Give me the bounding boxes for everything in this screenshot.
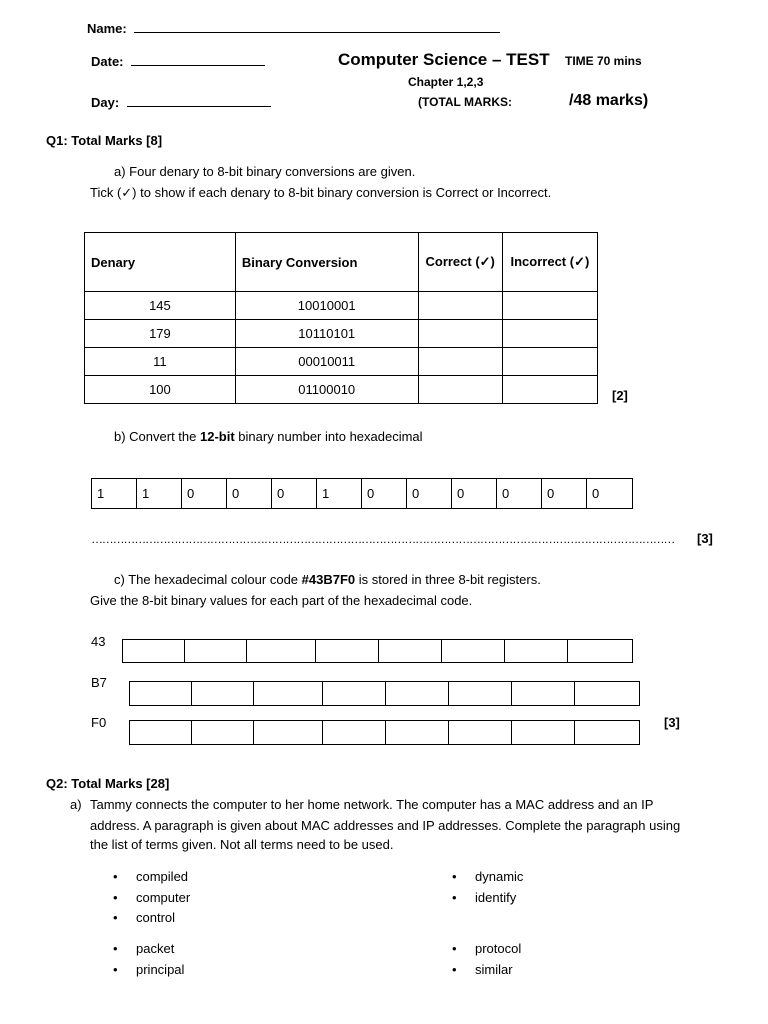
bullet-icon: • — [452, 890, 457, 905]
bit-box[interactable] — [323, 721, 386, 744]
bullet-icon: • — [452, 962, 457, 977]
binary-number-boxes — [91, 478, 633, 509]
bit-box[interactable] — [185, 640, 247, 662]
table-row — [85, 320, 598, 348]
bullet-icon: • — [452, 941, 457, 956]
bit-box[interactable] — [442, 640, 505, 662]
day-field[interactable] — [91, 95, 271, 110]
denary-cell: 11 — [85, 348, 236, 376]
term-label: control — [136, 910, 176, 925]
bit-box[interactable] — [130, 682, 192, 705]
binary-cell: 01100010 — [235, 376, 418, 404]
bit-box[interactable] — [379, 640, 442, 662]
q1c-instruction: Give the 8-bit binary values for each part of the hexadecimal code. — [90, 593, 473, 608]
bit-cell: 0 — [227, 479, 272, 508]
table-row — [85, 348, 598, 376]
incorrect-tick-cell[interactable] — [502, 320, 597, 348]
total-marks-label: (TOTAL MARKS: — [418, 95, 512, 109]
term-item — [452, 941, 522, 956]
term-label: dynamic — [475, 869, 524, 884]
term-label: computer — [136, 890, 191, 905]
total-marks-value: /48 marks) — [569, 92, 649, 109]
bit-box[interactable] — [568, 640, 631, 662]
bit-box[interactable] — [575, 721, 638, 744]
q2a-line1: Tammy connects the computer to her home network. The computer has a MAC address and an IP — [90, 797, 654, 812]
q1a-marks: [2] — [612, 388, 628, 403]
bit-box[interactable] — [386, 721, 449, 744]
q1-heading: Q1: Total Marks [8] — [46, 133, 163, 148]
term-item — [452, 890, 517, 905]
bit-cell: 1 — [92, 479, 137, 508]
table-row — [85, 292, 598, 320]
header-incorrect: Incorrect (✓) — [502, 233, 597, 292]
q1c-prefix: c) The hexadecimal colour code — [114, 572, 302, 587]
header-denary: Denary — [85, 233, 236, 292]
bit-box[interactable] — [316, 640, 379, 662]
term-label: similar — [475, 962, 513, 977]
term-label: principal — [136, 962, 185, 977]
date-field[interactable] — [91, 54, 265, 69]
bit-box[interactable] — [512, 721, 575, 744]
incorrect-tick-cell[interactable] — [502, 348, 597, 376]
bit-cell: 0 — [452, 479, 497, 508]
q1c-suffix: is stored in three 8-bit registers. — [355, 572, 541, 587]
name-label: Name: — [87, 21, 127, 36]
test-time: TIME 70 mins — [565, 54, 642, 68]
register-boxes-f0[interactable] — [129, 720, 640, 745]
correct-tick-cell[interactable] — [418, 320, 502, 348]
date-line — [131, 65, 265, 66]
incorrect-tick-cell[interactable] — [502, 376, 597, 404]
q1b-bold: 12-bit — [200, 429, 235, 444]
date-label: Date: — [91, 54, 124, 69]
binary-cell: 00010011 — [235, 348, 418, 376]
q1c-marks: [3] — [664, 715, 680, 730]
bit-box[interactable] — [254, 721, 323, 744]
q1a-text: a) Four denary to 8-bit binary conversions are given. — [114, 164, 416, 179]
incorrect-tick-cell[interactable] — [502, 292, 597, 320]
bullet-icon: • — [113, 962, 118, 977]
name-line — [134, 32, 500, 33]
bit-box[interactable] — [449, 721, 512, 744]
correct-tick-cell[interactable] — [418, 292, 502, 320]
bit-cell: 0 — [592, 486, 600, 501]
denary-cell: 100 — [85, 376, 236, 404]
denary-cell: 145 — [85, 292, 236, 320]
term-item — [452, 962, 513, 977]
term-label: packet — [136, 941, 175, 956]
q1b-suffix: binary number into hexadecimal — [234, 429, 423, 444]
binary-cell: 10010001 — [235, 292, 418, 320]
denary-cell: 179 — [85, 320, 236, 348]
bit-box[interactable] — [254, 682, 323, 705]
q1c-bold: #43B7F0 — [301, 572, 356, 587]
bit-box[interactable] — [505, 640, 568, 662]
bit-box[interactable] — [449, 682, 512, 705]
bit-cell: 1 — [317, 479, 362, 508]
bit-box[interactable] — [323, 682, 386, 705]
chapter-label: Chapter 1,2,3 — [408, 75, 484, 89]
correct-tick-cell[interactable] — [418, 348, 502, 376]
bit-box[interactable] — [192, 721, 254, 744]
q1b-prefix: b) Convert the — [114, 429, 200, 444]
term-item — [113, 869, 189, 884]
header-correct: Correct (✓) — [418, 233, 502, 292]
bit-cell: 0 — [182, 479, 227, 508]
term-item — [113, 941, 175, 956]
bit-box[interactable] — [192, 682, 254, 705]
term-item — [113, 962, 185, 977]
day-line — [127, 106, 271, 107]
q1b-answer-line[interactable]: ……………………………………………………………………………………………………………………………………………… — [91, 532, 675, 546]
bullet-icon: • — [452, 869, 457, 884]
bit-box[interactable] — [575, 682, 638, 705]
bit-box[interactable] — [123, 640, 185, 662]
bullet-icon: • — [113, 941, 118, 956]
bit-cell: 0 — [272, 479, 317, 508]
q2a-line2: address. A paragraph is given about MAC addresses and IP addresses. Complete the paragraph using — [90, 818, 681, 833]
register-label-b7: B7 — [91, 675, 107, 690]
bit-box[interactable] — [512, 682, 575, 705]
q1c-text — [114, 572, 541, 587]
name-field[interactable] — [87, 21, 500, 36]
register-label-43: 43 — [91, 634, 106, 649]
register-label-f0: F0 — [91, 715, 107, 730]
header-binary: Binary Conversion — [235, 233, 418, 292]
bit-box[interactable] — [247, 640, 316, 662]
q2-heading: Q2: Total Marks [28] — [46, 776, 170, 791]
day-label: Day: — [91, 95, 120, 110]
q2a-line3: the list of terms given. Not all terms need to be used. — [90, 837, 394, 852]
bullet-icon: • — [113, 910, 118, 925]
bit-cell: 0 — [497, 479, 542, 508]
table-header-row — [85, 233, 598, 292]
register-boxes-b7[interactable] — [129, 681, 640, 706]
bullet-icon: • — [113, 869, 118, 884]
term-label: protocol — [475, 941, 522, 956]
conversion-table — [84, 232, 598, 404]
q2a-label: a) — [70, 797, 82, 812]
table-row — [85, 376, 598, 404]
bit-box[interactable] — [130, 721, 192, 744]
bit-cell: 0 — [362, 479, 407, 508]
q1b-text — [114, 429, 423, 444]
term-item — [113, 910, 176, 925]
term-label: identify — [475, 890, 517, 905]
bit-box[interactable] — [386, 682, 449, 705]
test-title: Computer Science – TEST — [338, 50, 550, 69]
register-boxes-43[interactable] — [122, 639, 633, 663]
binary-cell: 10110101 — [235, 320, 418, 348]
bit-cell: 1 — [137, 479, 182, 508]
term-item — [113, 890, 191, 905]
q1b-marks: [3] — [697, 531, 713, 546]
bullet-icon: • — [113, 890, 118, 905]
term-label: compiled — [136, 869, 189, 884]
correct-tick-cell[interactable] — [418, 376, 502, 404]
q1a-instruction: Tick (✓) to show if each denary to 8-bit binary conversion is Correct or Incorrect. — [90, 185, 552, 200]
bit-cell: 0 — [542, 479, 587, 508]
bit-cell: 0 — [407, 479, 452, 508]
term-item — [452, 869, 524, 884]
